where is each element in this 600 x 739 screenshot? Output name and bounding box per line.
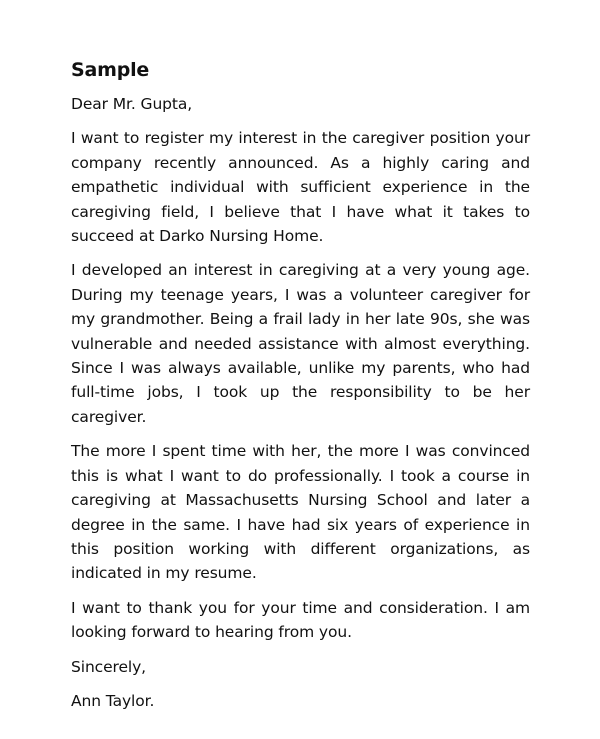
letter-document xyxy=(71,56,530,723)
paragraph-experience: The more I spent time with her, the more I was convinced this is what I want to do professionally. I took a course in caregiving at Massachusetts Nursing School and later a degree in the same. I have had six years of experience in this position working with different organizations, as indicated in my resume. xyxy=(71,442,530,583)
closing: Sincerely, xyxy=(71,657,147,676)
signature: Ann Taylor. xyxy=(71,691,155,710)
salutation: Dear Mr. Gupta, xyxy=(71,95,193,113)
paragraph-background: I developed an interest in caregiving at a very young age. During my teenage years, I was a volunteer caregiver for my grandmother. Being a frail lady in her late 90s, she was vulnerable and needed assistance with almost everything. Since I was always available, unlike my parents, who had full-time jobs, I took up the responsibility to be her caregiver. xyxy=(71,261,530,426)
paragraph-thanks: I want to thank you for your time and consideration. I am looking forward to hearing from you. xyxy=(71,598,530,642)
paragraph-interest: I want to register my interest in the caregiver position your company recently announced. As a highly caring and empathetic individual with sufficient experience in the caregiving field, I believe that I have what it takes to succeed at Darko Nursing Home. xyxy=(71,129,530,246)
document-title: Sample xyxy=(71,59,150,81)
